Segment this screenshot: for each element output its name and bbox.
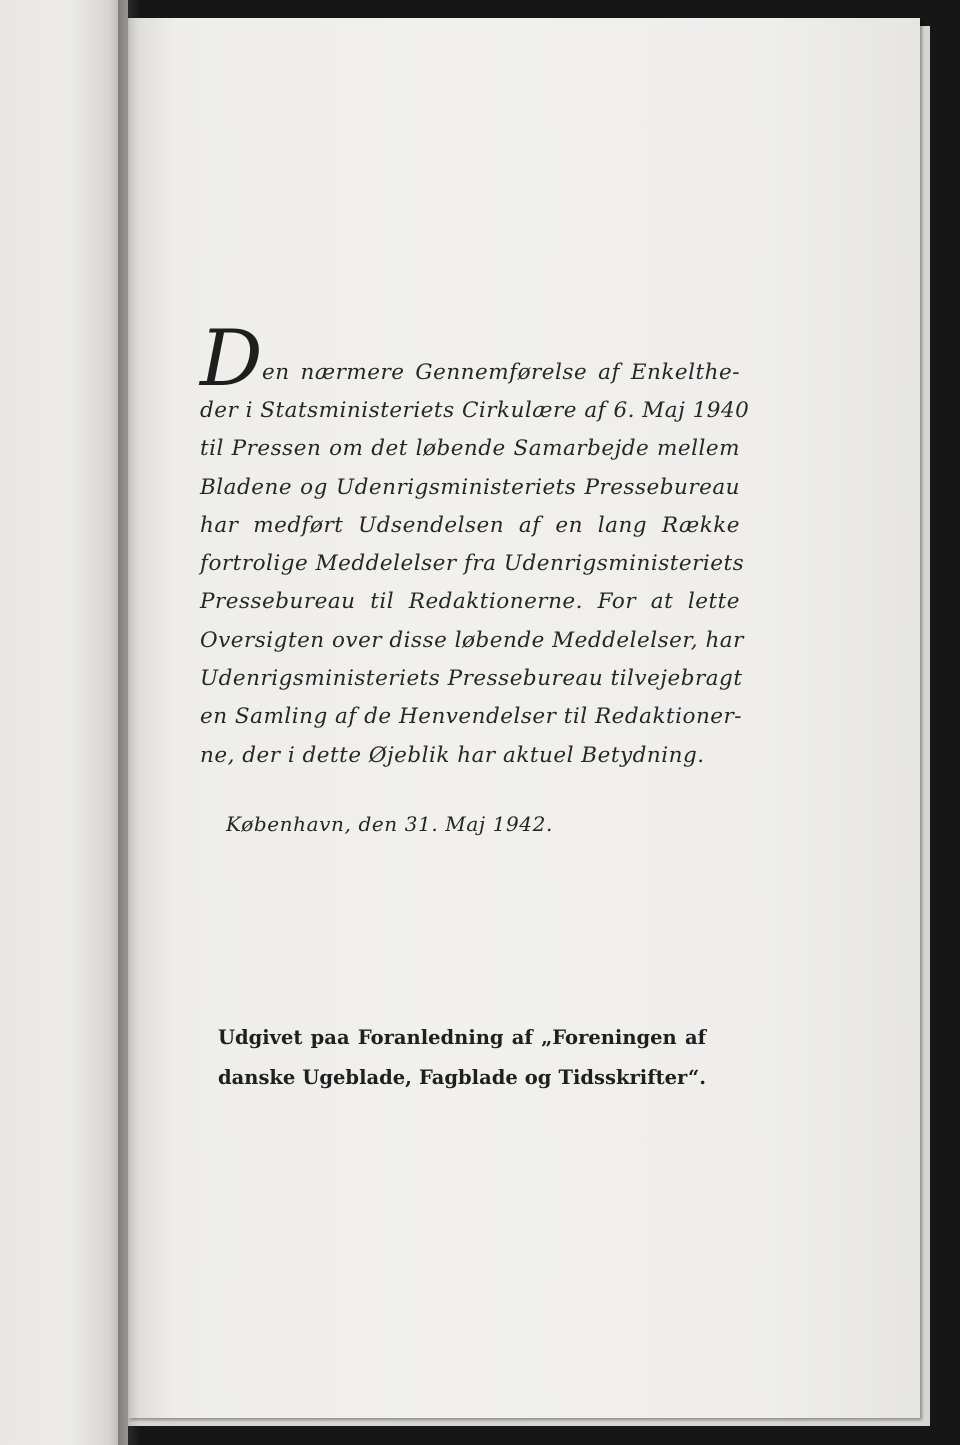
book-gutter bbox=[118, 0, 140, 1445]
preface-line: en nærmere Gennemførelse af Enkelthe- bbox=[262, 360, 740, 385]
preface-line: Bladene og Udenrigsministeriets Pressebureau bbox=[200, 474, 740, 500]
dateline: København, den 31. Maj 1942. bbox=[226, 812, 553, 836]
publisher-note bbox=[218, 1018, 706, 1098]
preface-line: Pressebureau til Redaktionerne. For at lette bbox=[200, 589, 740, 615]
preface-first-line bbox=[200, 314, 740, 404]
preface-line: ne, der i dette Øjeblik har aktuel Betydning. bbox=[200, 742, 705, 768]
facing-page-edge bbox=[0, 0, 128, 1445]
drop-cap: D bbox=[200, 314, 264, 404]
publisher-line: Udgivet paa Foranledning af „Foreningen af bbox=[218, 1026, 706, 1049]
preface-line: Oversigten over disse løbende Meddelelser, har bbox=[200, 627, 744, 653]
preface-line: har medført Udsendelsen af en lang Række bbox=[200, 512, 740, 538]
publisher-line: danske Ugeblade, Fagblade og Tidsskrifter“. bbox=[218, 1066, 706, 1089]
preface-line: Udenrigsministeriets Pressebureau tilvejebragt bbox=[200, 666, 743, 692]
preface-line: der i Statsministeriets Cirkulære af 6. Maj 1940 bbox=[200, 398, 750, 423]
preface-line: til Pressen om det løbende Samarbejde mellem bbox=[200, 436, 740, 462]
preface-paragraph bbox=[200, 314, 750, 775]
preface-line: fortrolige Meddelelser fra Udenrigsministeriets bbox=[200, 551, 745, 577]
preface-line: en Samling af de Henvendelser til Redaktioner- bbox=[200, 704, 743, 730]
